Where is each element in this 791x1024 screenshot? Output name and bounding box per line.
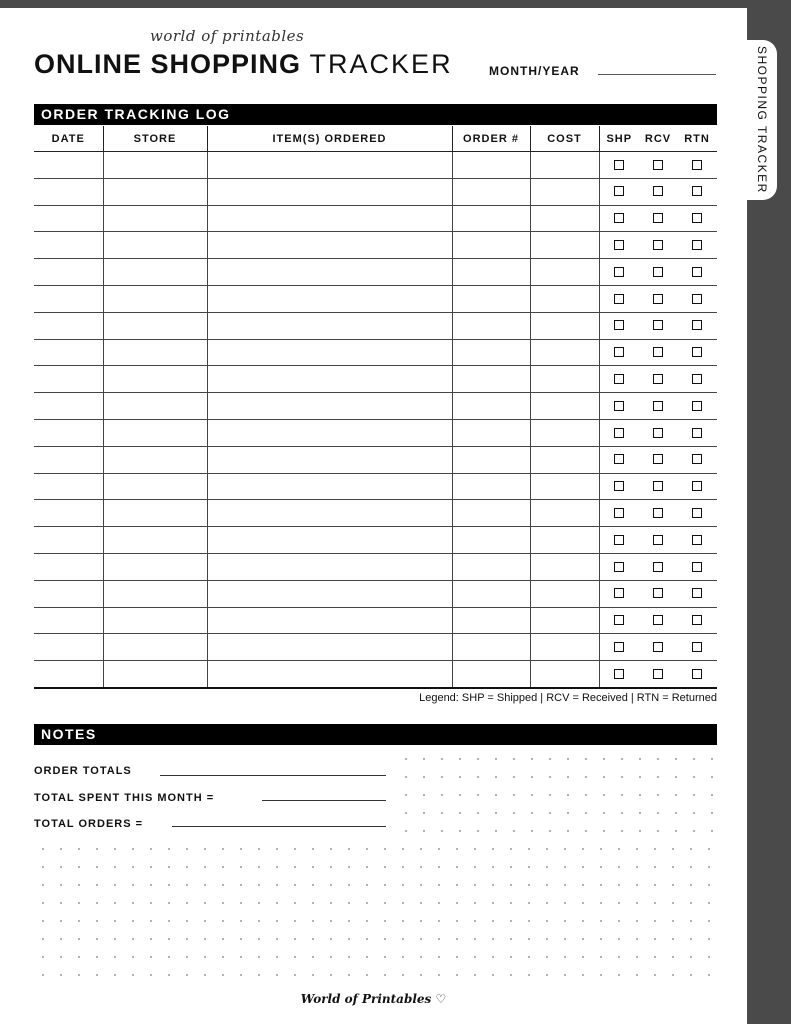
shp-checkbox[interactable]	[614, 562, 624, 572]
items-cell[interactable]	[207, 473, 452, 500]
col-cost: COST	[530, 126, 599, 152]
shp-cell	[599, 607, 639, 634]
cost-cell[interactable]	[530, 634, 599, 661]
col-items: ITEM(S) ORDERED	[207, 126, 452, 152]
shp-checkbox[interactable]	[614, 240, 624, 250]
items-cell[interactable]	[207, 178, 452, 205]
store-cell[interactable]	[103, 339, 207, 366]
cost-cell[interactable]	[530, 607, 599, 634]
items-cell[interactable]	[207, 366, 452, 393]
table-row	[34, 366, 717, 393]
shp-checkbox[interactable]	[614, 481, 624, 491]
rcv-checkbox[interactable]	[653, 267, 663, 277]
rcv-cell	[639, 178, 677, 205]
order-tracking-table	[34, 126, 717, 689]
shp-checkbox[interactable]	[614, 508, 624, 518]
rcv-cell	[639, 473, 677, 500]
total-spent-field[interactable]	[262, 800, 386, 801]
rcv-cell	[639, 607, 677, 634]
rtn-checkbox[interactable]	[692, 374, 702, 384]
shp-cell	[599, 232, 639, 259]
items-cell[interactable]	[207, 205, 452, 232]
order-number-cell[interactable]	[452, 634, 530, 661]
shp-cell	[599, 553, 639, 580]
rcv-checkbox[interactable]	[653, 240, 663, 250]
store-cell[interactable]	[103, 473, 207, 500]
rtn-cell	[677, 419, 717, 446]
date-cell[interactable]	[34, 232, 103, 259]
rcv-cell	[639, 527, 677, 554]
rtn-cell	[677, 339, 717, 366]
shp-cell	[599, 312, 639, 339]
shp-checkbox[interactable]	[614, 347, 624, 357]
order-totals-label: ORDER TOTALS	[34, 765, 132, 777]
order-number-cell[interactable]	[452, 527, 530, 554]
rcv-checkbox[interactable]	[653, 615, 663, 625]
shp-cell	[599, 366, 639, 393]
dot-grid-bottom[interactable]	[34, 840, 717, 980]
rcv-checkbox[interactable]	[653, 347, 663, 357]
rcv-checkbox[interactable]	[653, 562, 663, 572]
table-row	[34, 607, 717, 634]
cost-cell[interactable]	[530, 527, 599, 554]
shp-checkbox[interactable]	[614, 669, 624, 679]
order-number-cell[interactable]	[452, 661, 530, 688]
rtn-checkbox[interactable]	[692, 454, 702, 464]
date-cell[interactable]	[34, 366, 103, 393]
top-frame-bar	[0, 0, 791, 8]
order-number-cell[interactable]	[452, 580, 530, 607]
rcv-cell	[639, 446, 677, 473]
rtn-cell	[677, 661, 717, 688]
rcv-cell	[639, 312, 677, 339]
shp-checkbox[interactable]	[614, 615, 624, 625]
cost-cell[interactable]	[530, 178, 599, 205]
order-number-cell[interactable]	[452, 607, 530, 634]
shp-cell	[599, 446, 639, 473]
order-number-cell[interactable]	[452, 312, 530, 339]
date-cell[interactable]	[34, 500, 103, 527]
cost-cell[interactable]	[530, 152, 599, 179]
table-row	[34, 580, 717, 607]
shp-checkbox[interactable]	[614, 320, 624, 330]
total-orders-label: TOTAL ORDERS =	[34, 818, 144, 830]
table-row	[34, 178, 717, 205]
table-row	[34, 232, 717, 259]
rtn-checkbox[interactable]	[692, 615, 702, 625]
cost-cell[interactable]	[530, 366, 599, 393]
table-row	[34, 285, 717, 312]
rcv-checkbox[interactable]	[653, 374, 663, 384]
rtn-cell	[677, 152, 717, 179]
table-row	[34, 205, 717, 232]
rcv-checkbox[interactable]	[653, 454, 663, 464]
rtn-checkbox[interactable]	[692, 535, 702, 545]
rtn-checkbox[interactable]	[692, 267, 702, 277]
shp-cell	[599, 285, 639, 312]
rcv-checkbox[interactable]	[653, 160, 663, 170]
rtn-cell	[677, 232, 717, 259]
shp-cell	[599, 419, 639, 446]
rtn-cell	[677, 178, 717, 205]
table-row	[34, 473, 717, 500]
rtn-checkbox[interactable]	[692, 294, 702, 304]
rcv-cell	[639, 232, 677, 259]
brand-script-logo: world of printables	[150, 27, 305, 45]
rcv-cell	[639, 259, 677, 286]
rtn-cell	[677, 366, 717, 393]
items-cell[interactable]	[207, 419, 452, 446]
order-number-cell[interactable]	[452, 285, 530, 312]
cost-cell[interactable]	[530, 661, 599, 688]
rcv-cell	[639, 285, 677, 312]
rtn-checkbox[interactable]	[692, 347, 702, 357]
shp-cell	[599, 393, 639, 420]
store-cell[interactable]	[103, 580, 207, 607]
order-number-cell[interactable]	[452, 339, 530, 366]
table-row	[34, 259, 717, 286]
date-cell[interactable]	[34, 259, 103, 286]
order-number-cell[interactable]	[452, 553, 530, 580]
table-row	[34, 393, 717, 420]
rtn-checkbox[interactable]	[692, 642, 702, 652]
items-cell[interactable]	[207, 312, 452, 339]
rtn-cell	[677, 473, 717, 500]
items-cell[interactable]	[207, 339, 452, 366]
table-row	[34, 553, 717, 580]
col-rtn: RTN	[677, 126, 717, 152]
page-title	[34, 49, 453, 80]
rcv-cell	[639, 500, 677, 527]
date-cell[interactable]	[34, 393, 103, 420]
shp-cell	[599, 152, 639, 179]
date-cell[interactable]	[34, 178, 103, 205]
month-year-field[interactable]	[598, 74, 716, 75]
rtn-checkbox[interactable]	[692, 588, 702, 598]
date-cell[interactable]	[34, 446, 103, 473]
items-cell[interactable]	[207, 634, 452, 661]
rcv-cell	[639, 339, 677, 366]
footer-brand	[0, 992, 747, 1006]
table-row	[34, 661, 717, 688]
order-number-cell[interactable]	[452, 259, 530, 286]
rcv-checkbox[interactable]	[653, 588, 663, 598]
side-tab-label-wrap	[747, 40, 777, 200]
cost-cell[interactable]	[530, 500, 599, 527]
shp-cell	[599, 661, 639, 688]
table-row	[34, 527, 717, 554]
shp-cell	[599, 473, 639, 500]
date-cell[interactable]	[34, 661, 103, 688]
col-shp: SHP	[599, 126, 639, 152]
rtn-checkbox[interactable]	[692, 186, 702, 196]
table-row	[34, 634, 717, 661]
rcv-cell	[639, 152, 677, 179]
table-header-row	[34, 126, 717, 152]
store-cell[interactable]	[103, 446, 207, 473]
store-cell[interactable]	[103, 500, 207, 527]
table-row	[34, 446, 717, 473]
items-cell[interactable]	[207, 661, 452, 688]
items-cell[interactable]	[207, 446, 452, 473]
order-number-cell[interactable]	[452, 393, 530, 420]
date-cell[interactable]	[34, 580, 103, 607]
shp-checkbox[interactable]	[614, 186, 624, 196]
col-rcv: RCV	[639, 126, 677, 152]
shp-checkbox[interactable]	[614, 588, 624, 598]
heart-icon: ♡	[435, 992, 447, 1006]
store-cell[interactable]	[103, 634, 207, 661]
cost-cell[interactable]	[530, 285, 599, 312]
date-cell[interactable]	[34, 152, 103, 179]
cost-cell[interactable]	[530, 446, 599, 473]
rtn-cell	[677, 259, 717, 286]
rcv-checkbox[interactable]	[653, 213, 663, 223]
shp-cell	[599, 527, 639, 554]
shp-cell	[599, 259, 639, 286]
rtn-checkbox[interactable]	[692, 213, 702, 223]
rtn-cell	[677, 580, 717, 607]
shp-checkbox[interactable]	[614, 642, 624, 652]
shp-cell	[599, 580, 639, 607]
order-number-cell[interactable]	[452, 446, 530, 473]
rcv-checkbox[interactable]	[653, 294, 663, 304]
rtn-cell	[677, 312, 717, 339]
store-cell[interactable]	[103, 393, 207, 420]
title-bold: ONLINE SHOPPING	[34, 49, 302, 79]
order-totals-field[interactable]	[160, 775, 386, 776]
rtn-checkbox[interactable]	[692, 562, 702, 572]
store-cell[interactable]	[103, 419, 207, 446]
notes-header: NOTES	[34, 724, 717, 745]
shp-cell	[599, 339, 639, 366]
month-year-label: MONTH/YEAR	[489, 64, 580, 78]
cost-cell[interactable]	[530, 473, 599, 500]
rcv-checkbox[interactable]	[653, 320, 663, 330]
store-cell[interactable]	[103, 205, 207, 232]
date-cell[interactable]	[34, 634, 103, 661]
table-row	[34, 152, 717, 179]
items-cell[interactable]	[207, 500, 452, 527]
items-cell[interactable]	[207, 527, 452, 554]
shp-checkbox[interactable]	[614, 401, 624, 411]
date-cell[interactable]	[34, 473, 103, 500]
rcv-checkbox[interactable]	[653, 642, 663, 652]
cost-cell[interactable]	[530, 419, 599, 446]
shp-cell	[599, 634, 639, 661]
store-cell[interactable]	[103, 259, 207, 286]
dot-grid-top-right[interactable]	[397, 750, 717, 838]
cost-cell[interactable]	[530, 339, 599, 366]
rcv-cell	[639, 553, 677, 580]
shp-checkbox[interactable]	[614, 267, 624, 277]
cost-cell[interactable]	[530, 205, 599, 232]
footer-brand-text: World of Printables	[300, 992, 432, 1006]
legend-text: Legend: SHP = Shipped | RCV = Received | RTN = Returned	[419, 692, 717, 704]
rcv-cell	[639, 634, 677, 661]
items-cell[interactable]	[207, 285, 452, 312]
cost-cell[interactable]	[530, 232, 599, 259]
rcv-checkbox[interactable]	[653, 481, 663, 491]
shp-checkbox[interactable]	[614, 454, 624, 464]
order-number-cell[interactable]	[452, 205, 530, 232]
rtn-cell	[677, 553, 717, 580]
table-row	[34, 312, 717, 339]
shp-cell	[599, 205, 639, 232]
order-number-cell[interactable]	[452, 366, 530, 393]
shp-checkbox[interactable]	[614, 294, 624, 304]
items-cell[interactable]	[207, 607, 452, 634]
rcv-cell	[639, 205, 677, 232]
rcv-cell	[639, 580, 677, 607]
order-number-cell[interactable]	[452, 473, 530, 500]
date-cell[interactable]	[34, 607, 103, 634]
rtn-checkbox[interactable]	[692, 428, 702, 438]
cost-cell[interactable]	[530, 393, 599, 420]
total-spent-label: TOTAL SPENT THIS MONTH =	[34, 792, 215, 804]
shp-checkbox[interactable]	[614, 428, 624, 438]
rtn-checkbox[interactable]	[692, 508, 702, 518]
total-orders-field[interactable]	[172, 826, 386, 827]
shp-cell	[599, 500, 639, 527]
store-cell[interactable]	[103, 366, 207, 393]
rtn-checkbox[interactable]	[692, 401, 702, 411]
order-number-cell[interactable]	[452, 152, 530, 179]
rtn-cell	[677, 285, 717, 312]
order-log-header: ORDER TRACKING LOG	[34, 104, 717, 125]
items-cell[interactable]	[207, 393, 452, 420]
order-number-cell[interactable]	[452, 232, 530, 259]
rtn-checkbox[interactable]	[692, 481, 702, 491]
shp-checkbox[interactable]	[614, 374, 624, 384]
rtn-checkbox[interactable]	[692, 240, 702, 250]
store-cell[interactable]	[103, 312, 207, 339]
store-cell[interactable]	[103, 285, 207, 312]
items-cell[interactable]	[207, 553, 452, 580]
col-store: STORE	[103, 126, 207, 152]
rcv-checkbox[interactable]	[653, 508, 663, 518]
store-cell[interactable]	[103, 232, 207, 259]
date-cell[interactable]	[34, 419, 103, 446]
rtn-cell	[677, 500, 717, 527]
rtn-checkbox[interactable]	[692, 320, 702, 330]
cost-cell[interactable]	[530, 312, 599, 339]
rtn-cell	[677, 634, 717, 661]
items-cell[interactable]	[207, 232, 452, 259]
rcv-checkbox[interactable]	[653, 186, 663, 196]
table-row	[34, 419, 717, 446]
date-cell[interactable]	[34, 312, 103, 339]
shp-checkbox[interactable]	[614, 213, 624, 223]
rcv-cell	[639, 419, 677, 446]
rtn-checkbox[interactable]	[692, 160, 702, 170]
rcv-checkbox[interactable]	[653, 535, 663, 545]
cost-cell[interactable]	[530, 553, 599, 580]
date-cell[interactable]	[34, 205, 103, 232]
rcv-checkbox[interactable]	[653, 401, 663, 411]
shp-cell	[599, 178, 639, 205]
rcv-cell	[639, 393, 677, 420]
order-number-cell[interactable]	[452, 500, 530, 527]
cost-cell[interactable]	[530, 259, 599, 286]
rcv-cell	[639, 366, 677, 393]
shp-checkbox[interactable]	[614, 160, 624, 170]
rtn-checkbox[interactable]	[692, 669, 702, 679]
rcv-checkbox[interactable]	[653, 428, 663, 438]
items-cell[interactable]	[207, 580, 452, 607]
rtn-cell	[677, 205, 717, 232]
date-cell[interactable]	[34, 285, 103, 312]
rtn-cell	[677, 527, 717, 554]
side-tab-label: SHOPPING TRACKER	[755, 46, 769, 194]
rcv-checkbox[interactable]	[653, 669, 663, 679]
items-cell[interactable]	[207, 152, 452, 179]
order-number-cell[interactable]	[452, 419, 530, 446]
table-row	[34, 339, 717, 366]
rtn-cell	[677, 446, 717, 473]
store-cell[interactable]	[103, 178, 207, 205]
date-cell[interactable]	[34, 527, 103, 554]
col-date: DATE	[34, 126, 103, 152]
store-cell[interactable]	[103, 607, 207, 634]
table-row	[34, 500, 717, 527]
title-light: TRACKER	[309, 49, 453, 79]
rcv-cell	[639, 661, 677, 688]
rtn-cell	[677, 607, 717, 634]
shp-checkbox[interactable]	[614, 535, 624, 545]
date-cell[interactable]	[34, 553, 103, 580]
store-cell[interactable]	[103, 527, 207, 554]
order-number-cell[interactable]	[452, 178, 530, 205]
store-cell[interactable]	[103, 152, 207, 179]
cost-cell[interactable]	[530, 580, 599, 607]
store-cell[interactable]	[103, 661, 207, 688]
store-cell[interactable]	[103, 553, 207, 580]
date-cell[interactable]	[34, 339, 103, 366]
col-order-number: ORDER #	[452, 126, 530, 152]
rtn-cell	[677, 393, 717, 420]
items-cell[interactable]	[207, 259, 452, 286]
